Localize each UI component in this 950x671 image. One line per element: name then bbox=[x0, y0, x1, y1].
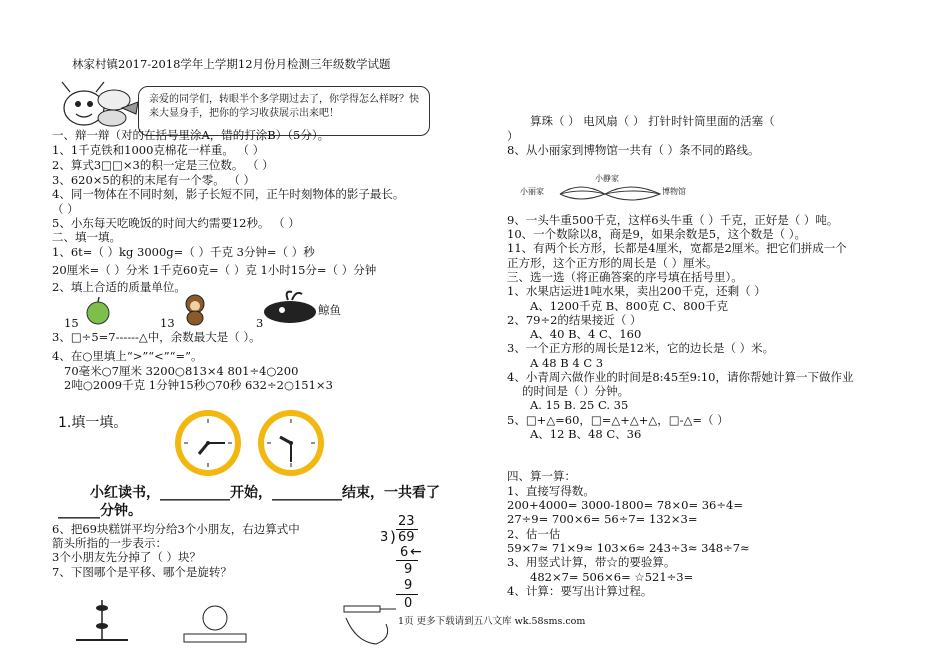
q11b: 正方形，这个正方形的周长是（ ）厘米。 bbox=[507, 256, 718, 270]
map-end-label: 博物馆 bbox=[662, 187, 686, 196]
abacus-image bbox=[74, 600, 130, 646]
arrow-left-icon: ← bbox=[410, 544, 422, 560]
monkey-icon bbox=[178, 292, 212, 326]
choice-4b: 的时间是（ ）分钟。 bbox=[522, 384, 630, 398]
choice-3-options: A 48 B 4 C 3 bbox=[530, 356, 604, 370]
calc-1-row-1: 200+4000= 3000-1800= 78×0= 36÷4= bbox=[507, 498, 743, 512]
choice-5: 5、□+△=60，□=△+△+△，□-△=（ ） bbox=[507, 413, 729, 427]
choice-5-options: A、12 B、48 C、36 bbox=[530, 427, 642, 441]
route-map-diagram bbox=[520, 176, 730, 204]
monkey-mass-value: 13 bbox=[160, 316, 175, 330]
end-clock bbox=[258, 410, 324, 476]
q10: 10、一个数除以8，商是9，如果余数是5，这个数是（ ）。 bbox=[507, 227, 806, 241]
bubble-text: 亲爱的同学们，转眼半个多学期过去了，你学得怎么样呀？快来大显身手，把你的学习收获展示出来吧！ bbox=[149, 94, 419, 119]
motion-items: 算珠（ ） 电风扇（ ） 打针时针筒里面的活塞（ bbox=[530, 114, 775, 128]
dividend: 69 bbox=[398, 530, 415, 545]
calc-2-row: 59×7≈ 71×9≈ 103×6≈ 243÷3≈ 348÷7≈ bbox=[507, 541, 750, 555]
choice-2: 2、79÷2的结果接近（ ） bbox=[507, 313, 642, 327]
q1-1: 1、1千克铁和1000克棉花一样重。 （ ） bbox=[52, 143, 265, 157]
calc-3-row: 482×7= 506×6= ☆521÷3= bbox=[530, 570, 694, 584]
choice-2-options: A、40 B、4 C、160 bbox=[530, 327, 642, 341]
long-division: 23 3 ) 69 6 ← 9 9 0 bbox=[380, 514, 422, 611]
q2-6: 6、把69块糕饼平均分给3个小朋友，右边算式中 bbox=[52, 522, 300, 536]
choice-1: 1、水果店运进1吨水果，卖出200千克，还剩（ ） bbox=[507, 284, 766, 298]
q2-7: 7、下图哪个是平移、哪个是旋转？ bbox=[52, 565, 232, 579]
step-4: 0 bbox=[404, 596, 413, 611]
calc-1-row-2: 27÷9= 700×6= 56÷7= 132×3= bbox=[507, 512, 698, 526]
q1-5: 5、小东每天吃晚饭的时间大约需要12秒。 （ ） bbox=[52, 216, 300, 230]
q8: 8、从小丽家到博物馆一共有（ ）条不同的路线。 bbox=[507, 143, 760, 157]
section-3-heading: 三、选一选（将正确答案的序号填在括号里）。 bbox=[507, 270, 743, 284]
q2-1: 1、6t=（ ）kg 3000g=（ ）千克 3分钟=（ ）秒 bbox=[52, 245, 315, 259]
section-2-heading: 二、填一填。 bbox=[52, 230, 121, 244]
apple-mass-value: 15 bbox=[64, 316, 79, 330]
map-start-label: 小丽家 bbox=[520, 187, 544, 196]
calc-4: 4、计算：要写出计算过程。 bbox=[507, 584, 653, 598]
q2-1b: 20厘米=（ ）分米 1千克60克=（ ）克 1小时15分=（ ）分钟 bbox=[52, 263, 377, 277]
exam-title: 林家村镇2017-2018学年上学期12月份月检测三年级数学试题 bbox=[72, 57, 391, 71]
apple-icon bbox=[84, 296, 112, 326]
divisor: 3 bbox=[380, 530, 389, 545]
page-footer: 1页 更多下载请到五八文库 wk.58sms.com bbox=[398, 616, 586, 627]
step-3: 9 bbox=[404, 578, 413, 593]
calc-3: 3、用竖式计算，带☆的要验算。 bbox=[507, 555, 676, 569]
step-2: 9 bbox=[404, 562, 413, 577]
q2-4: 4、在○里填上“>”“<”“=”。 bbox=[52, 349, 203, 363]
q1-4: 4、同一物体在不同时刻，影子长短不同，正午时刻物体的影子最长。 bbox=[52, 187, 405, 201]
section-1-heading: 一、辩一辩（对的在括号里涂A，错的打涂B）（5分）。 bbox=[52, 128, 330, 142]
map-mid-label: 小静家 bbox=[595, 174, 619, 183]
calc-2: 2、估一估 bbox=[507, 527, 561, 541]
section-4-heading: 四、算一算： bbox=[507, 469, 576, 483]
reading-time-minutes: ______分钟。 bbox=[58, 503, 142, 519]
fan-image bbox=[180, 600, 250, 646]
motion-items-close: ） bbox=[507, 129, 519, 143]
q1-2: 2、算式3□□×3的积一定是三位数。 （ ） bbox=[52, 158, 274, 172]
q9: 9、一头牛重500千克，这样6头牛重（ ）千克，正好是（ ）吨。 bbox=[507, 213, 839, 227]
calc-1: 1、直接写得数。 bbox=[507, 484, 595, 498]
whale-label: 鲸鱼 bbox=[318, 303, 341, 317]
whale-mass-value: 3 bbox=[256, 316, 264, 330]
quotient: 23 bbox=[398, 514, 415, 529]
q2-6b: 箭头所指的一步表示： bbox=[52, 536, 167, 550]
step-1: 6 bbox=[400, 545, 409, 560]
choice-3: 3、一个正方形的周长是12米，它的边长是（ ）米。 bbox=[507, 341, 775, 355]
q1-4-answer: （ ） bbox=[52, 202, 79, 216]
choice-1-options: A、1200千克 B、800克 C、800千克 bbox=[530, 299, 729, 313]
q1-3: 3、620×5的积的末尾有一个零。 （ ） bbox=[52, 173, 256, 187]
whale-icon bbox=[262, 290, 320, 324]
q2-3: 3、□÷5=7------△中，余数最大是（ ）。 bbox=[52, 330, 261, 344]
q2-6c: 3个小朋友先分掉了（ ）块？ bbox=[52, 550, 201, 564]
choice-4-options: A. 15 B. 25 C. 35 bbox=[530, 398, 629, 412]
compare-row-2: 2吨○2009千克 1分钟15秒○70秒 632÷2○151×3 bbox=[64, 378, 333, 392]
reading-time-question: 小红读书，__________开始，__________结束，一共看了 bbox=[90, 485, 440, 501]
q11: 11、有两个长方形，长都是4厘米，宽都是2厘米。把它们拼成一个 bbox=[507, 241, 847, 255]
choice-4: 4、小青周六做作业的时间是8:45至9:10，请你帮她计算一下做作业 bbox=[507, 370, 854, 384]
compare-row-1: 70毫米○7厘米 3200○813×4 801÷4○200 bbox=[64, 364, 299, 378]
start-clock bbox=[175, 410, 241, 476]
q2-2: 2、填上合适的质量单位。 bbox=[52, 280, 186, 294]
clock-question-title: 1.填一填。 bbox=[58, 415, 128, 431]
